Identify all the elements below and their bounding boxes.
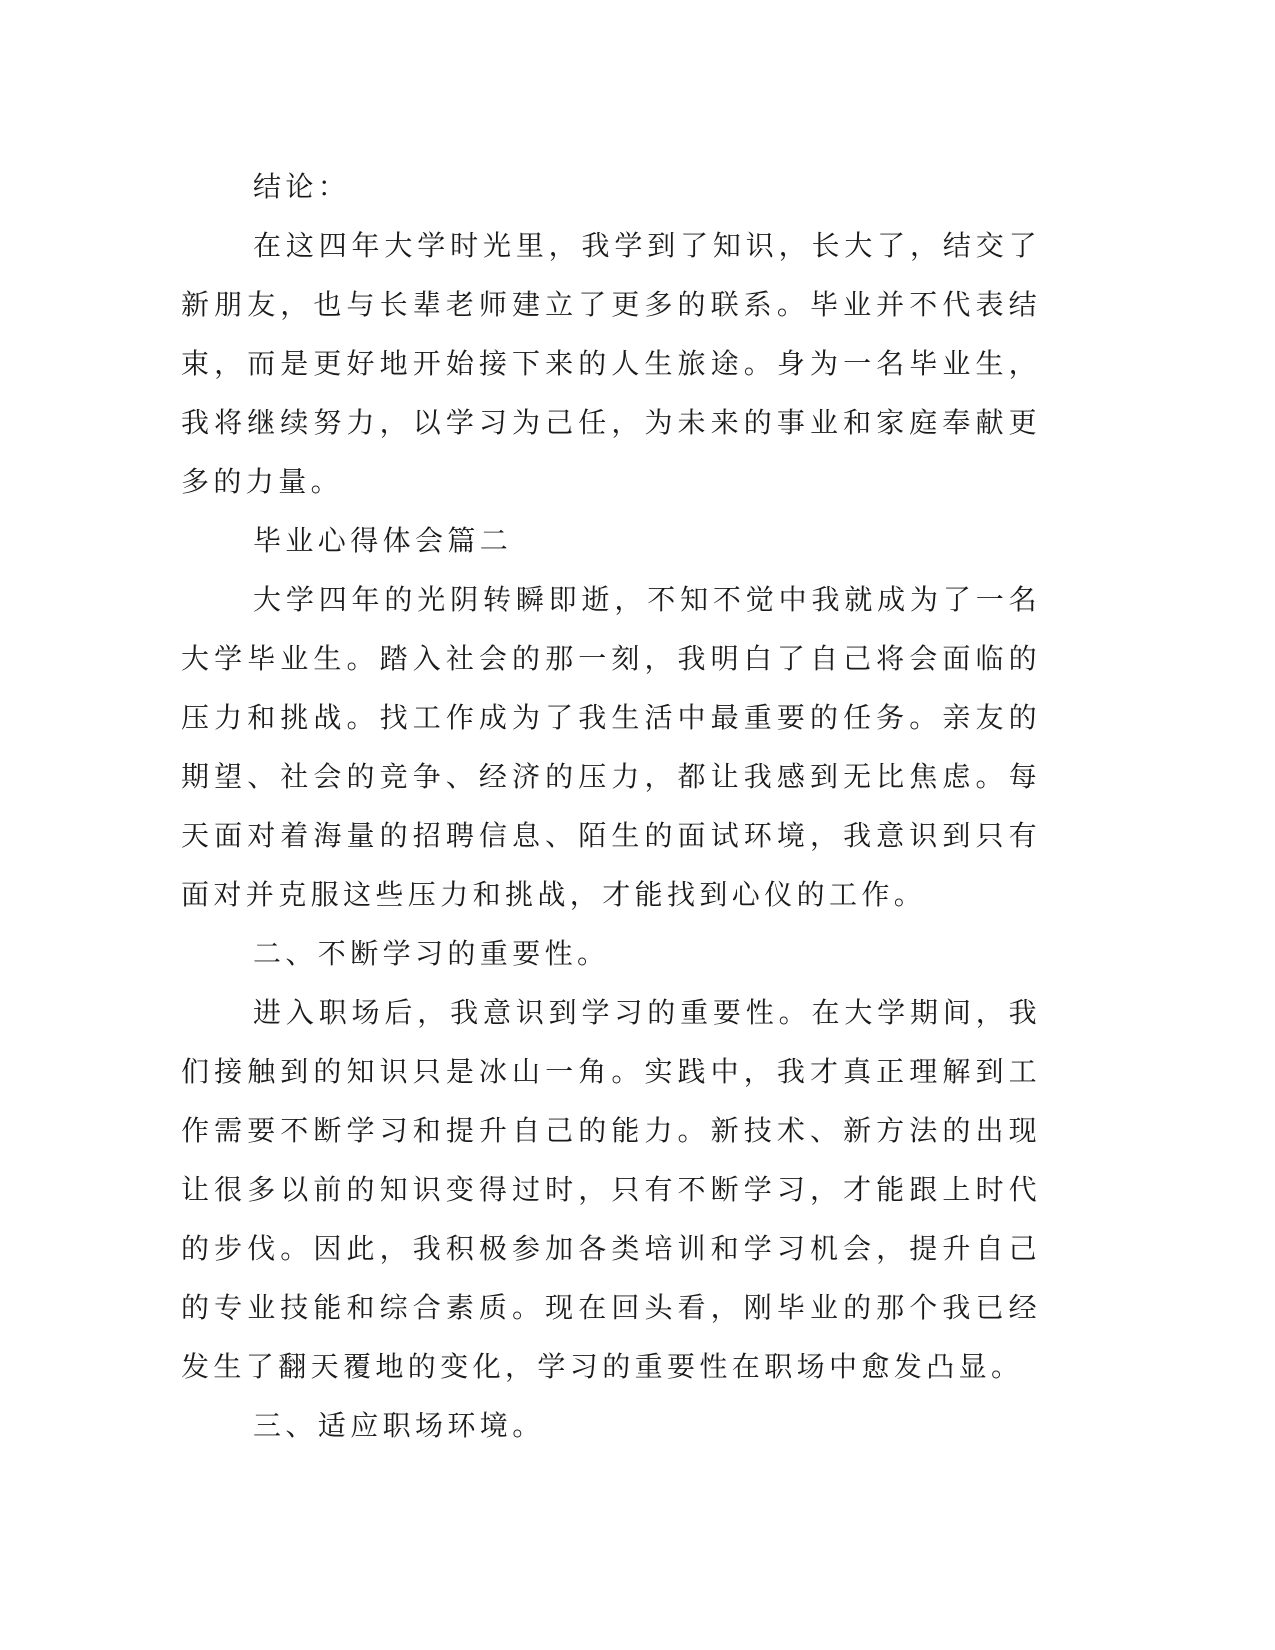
intro-paragraph: 大学四年的光阴转瞬即逝，不知不觉中我就成为了一名大学毕业生。踏入社会的那一刻，我明白了自己将会面临的压力和挑战。找工作成为了我生活中最重要的任务。亲友的期望、社会的竞争、经济的压力，都让我感到无比焦虑。每天面对着海量的招聘信息、陌生的面试环境，我意识到只有面对并克服这些压力和挑战，才能找到心仪的工作。 [181, 583, 1041, 911]
section-title-part-two: 毕业心得体会篇二 [253, 524, 513, 557]
learning-paragraph: 进入职场后，我意识到学习的重要性。在大学期间，我们接触到的知识只是冰山一角。实践中，我才真正理解到工作需要不断学习和提升自己的能力。新技术、新方法的出现让很多以前的知识变得过时，只有不断学习，才能跟上时代的步伐。因此，我积极参加各类培训和学习机会，提升自己的专业技能和综合素质。现在回头看，刚毕业的那个我已经发生了翻天覆地的变化，学习的重要性在职场中愈发凸显。 [181, 996, 1041, 1383]
heading-adapt-workplace: 三、适应职场环境。 [253, 1409, 545, 1442]
heading-continuous-learning: 二、不断学习的重要性。 [253, 937, 610, 970]
conclusion-heading: 结论： [253, 170, 351, 203]
conclusion-paragraph: 在这四年大学时光里，我学到了知识，长大了，结交了新朋友，也与长辈老师建立了更多的联系。毕业并不代表结束，而是更好地开始接下来的人生旅途。身为一名毕业生，我将继续努力，以学习为己任，为未来的事业和家庭奉献更多的力量。 [181, 229, 1041, 498]
document-body [181, 157, 1041, 1455]
